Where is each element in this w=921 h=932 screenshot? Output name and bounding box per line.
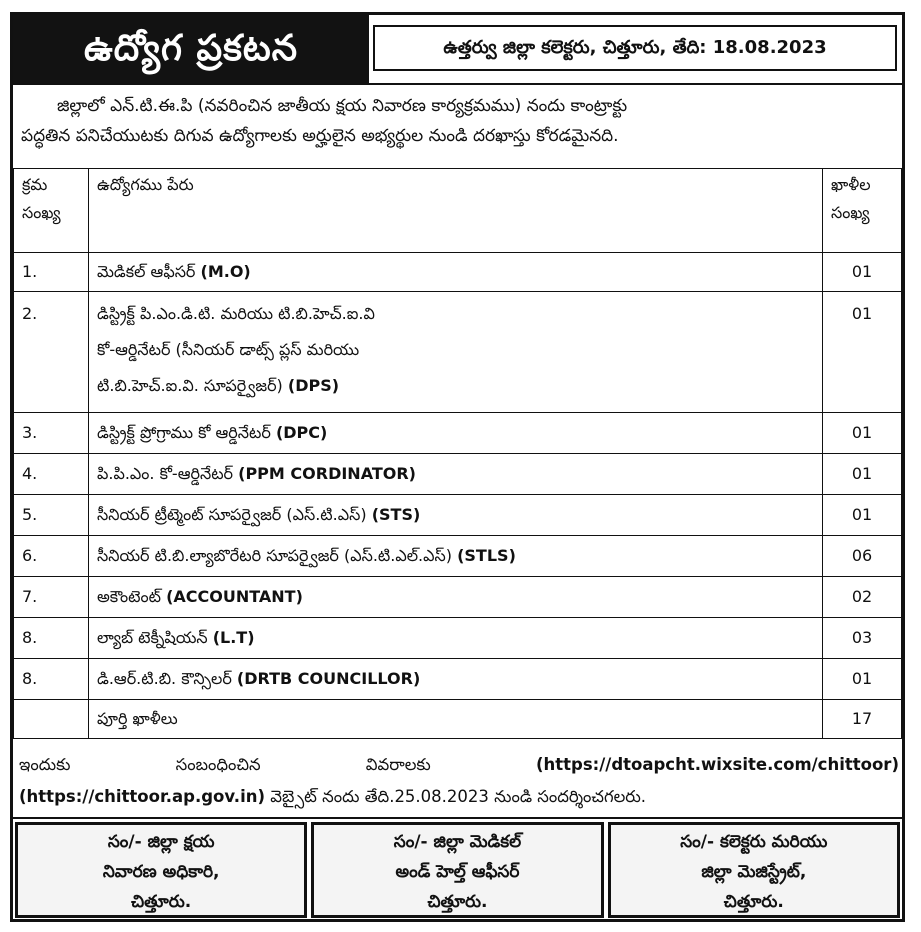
- table-row: [14, 577, 902, 618]
- total-serial-empty: [14, 700, 89, 739]
- signature-collector: [608, 822, 900, 918]
- vacancy-count: 01: [823, 659, 902, 700]
- serial-number: 7.: [14, 577, 89, 618]
- vacancy-table: [13, 168, 902, 739]
- vacancy-count: 02: [823, 577, 902, 618]
- signature-blocks: [13, 817, 902, 921]
- post-name: [89, 454, 823, 495]
- post-name: [89, 413, 823, 454]
- intro-paragraph: [21, 91, 895, 151]
- post-name-telugu: మెడికల్ ఆఫీసర్: [97, 262, 196, 281]
- table-row: [14, 495, 902, 536]
- post-code: (PPM CORDINATOR): [238, 464, 416, 483]
- post-name: [89, 536, 823, 577]
- vacancy-count: 01: [823, 413, 902, 454]
- intro-line-2: పద్ధతిన పనిచేయుటకు దిగువ ఉద్యోగాలకు అర్హులైన అభ్యర్థుల నుండి దరఖాస్తు కోరడమైనది.: [21, 126, 619, 146]
- post-name-line-2: కో-ఆర్డినేటర్ (సీనియర్ డాట్స్ ప్లస్ మరియు: [97, 340, 360, 359]
- intro-line-1: జిల్లాలో ఎన్.టి.ఈ.పి (నవరించిన జాతీయ క్షయ నివారణ కార్యక్రమము) నందు కాంట్రాక్టు: [57, 96, 628, 116]
- table-header-row: [14, 169, 902, 253]
- post-name-line-1: డిస్ట్రిక్ట్ పి.ఎం.డి.టి. మరియు టి.బి.హెచ్.ఐ.వి: [97, 304, 375, 323]
- vacancy-count: 01: [823, 495, 902, 536]
- serial-number: 2.: [14, 292, 89, 413]
- post-code: (M.O): [200, 262, 251, 281]
- signature-line-2: జిల్లా మెజిస్ట్రేట్,: [701, 862, 807, 882]
- post-code: (DPC): [275, 423, 328, 442]
- post-name-telugu: అకౌంటెంట్: [97, 587, 161, 606]
- signature-tb-officer: [15, 822, 307, 918]
- website-info: [19, 749, 899, 813]
- signature-line-3: చిత్తూరు.: [427, 892, 488, 912]
- notice-title: ఉద్యోగ ప్రకటన: [13, 15, 369, 83]
- post-name-telugu: సీనియర్ ట్రీట్మెంట్ సూపర్వైజర్ (ఎస్.టి.ఎస్): [97, 505, 367, 524]
- serial-number: 6.: [14, 536, 89, 577]
- post-name: [89, 577, 823, 618]
- header-serial-line-2: సంఖ్య: [22, 203, 61, 222]
- header-serial-line-1: క్రమ: [22, 175, 48, 194]
- signature-line-2: అండ్ హెల్త్ ఆఫీసర్: [395, 862, 520, 882]
- header-post-name: ఉద్యోగము పేరు: [89, 169, 823, 253]
- post-code: (DPS): [287, 376, 340, 395]
- website-info-tail: వెబ్సైట్ నందు తేది.25.08.2023 నుండి సందర్శించగలరు.: [270, 787, 647, 806]
- table-row: [14, 618, 902, 659]
- post-code: (ACCOUNTANT): [166, 587, 303, 606]
- serial-number: 8.: [14, 618, 89, 659]
- table-row: [14, 659, 902, 700]
- vacancy-count: 01: [823, 253, 902, 292]
- signature-line-1: సం/- జిల్లా మెడికల్: [393, 832, 522, 852]
- post-name: [89, 618, 823, 659]
- table-row: [14, 536, 902, 577]
- table-row: [14, 454, 902, 495]
- serial-number: 3.: [14, 413, 89, 454]
- post-name-telugu: డిస్ట్రిక్ట్ ప్రోగ్రాము కో ఆర్డినేటర్: [97, 423, 271, 442]
- post-name-line-3: టి.బి.హెచ్.ఐ.వి. సూపర్వైజర్): [97, 376, 283, 395]
- vacancy-count: 03: [823, 618, 902, 659]
- serial-number: 8.: [14, 659, 89, 700]
- info-word-2: సంబంధించిన: [175, 755, 261, 774]
- website-info-line-1: [19, 749, 899, 781]
- info-word-1: ఇందుకు: [19, 755, 71, 774]
- header-vacancies-line-2: సంఖ్య: [831, 203, 870, 222]
- serial-number: 1.: [14, 253, 89, 292]
- table-row: [14, 292, 902, 413]
- header-vacancies: [823, 169, 902, 253]
- website-link-chittoor[interactable]: (https://chittoor.ap.gov.in): [19, 787, 266, 806]
- post-name-telugu: సీనియర్ టి.బి.ల్యాబొరేటరి సూపర్వైజర్ (ఎస్.టి.ఎల్.ఎస్): [97, 546, 452, 565]
- vacancy-count: 06: [823, 536, 902, 577]
- issuer-dateline: ఉత్తర్వు జిల్లా కలెక్టరు, చిత్తూరు, తేది: 18.08.2023: [373, 25, 897, 71]
- vacancy-count: 01: [823, 292, 902, 413]
- website-info-line-2: [19, 781, 899, 813]
- post-name: [89, 253, 823, 292]
- post-name-telugu: పి.పి.ఎం. కో-ఆర్డినేటర్: [97, 464, 234, 483]
- post-name: [89, 292, 823, 413]
- post-name-telugu: డి.ఆర్.టి.బి. కౌన్సిలర్: [97, 669, 232, 688]
- post-code: (STS): [371, 505, 421, 524]
- total-count: 17: [823, 700, 902, 739]
- signature-line-1: సం/- కలెక్టరు మరియు: [680, 832, 828, 852]
- serial-number: 5.: [14, 495, 89, 536]
- signature-health-officer: [311, 822, 603, 918]
- serial-number: 4.: [14, 454, 89, 495]
- signature-line-2: నివారణ అధికారి,: [102, 862, 220, 882]
- post-name-telugu: ల్యాబ్ టెక్నీషియన్: [97, 628, 208, 647]
- table-row: [14, 413, 902, 454]
- signature-line-3: చిత్తూరు.: [723, 892, 784, 912]
- post-code: (DRTB COUNCILLOR): [236, 669, 421, 688]
- info-word-3: వివరాలకు: [365, 755, 431, 774]
- post-name: [89, 659, 823, 700]
- job-notification: [10, 12, 905, 922]
- total-row: [14, 700, 902, 739]
- notice-header: [13, 15, 902, 85]
- post-code: (L.T): [212, 628, 255, 647]
- header-vacancies-line-1: ఖాళీల: [831, 175, 871, 194]
- signature-line-3: చిత్తూరు.: [131, 892, 192, 912]
- table-row: [14, 253, 902, 292]
- header-serial: [14, 169, 89, 253]
- website-link-dtoapcht[interactable]: (https://dtoapcht.wixsite.com/chittoor): [535, 755, 899, 774]
- total-label: పూర్తి ఖాళీలు: [89, 700, 823, 739]
- signature-line-1: సం/- జిల్లా క్షయ: [107, 832, 215, 852]
- post-name: [89, 495, 823, 536]
- vacancy-count: 01: [823, 454, 902, 495]
- post-code: (STLS): [457, 546, 516, 565]
